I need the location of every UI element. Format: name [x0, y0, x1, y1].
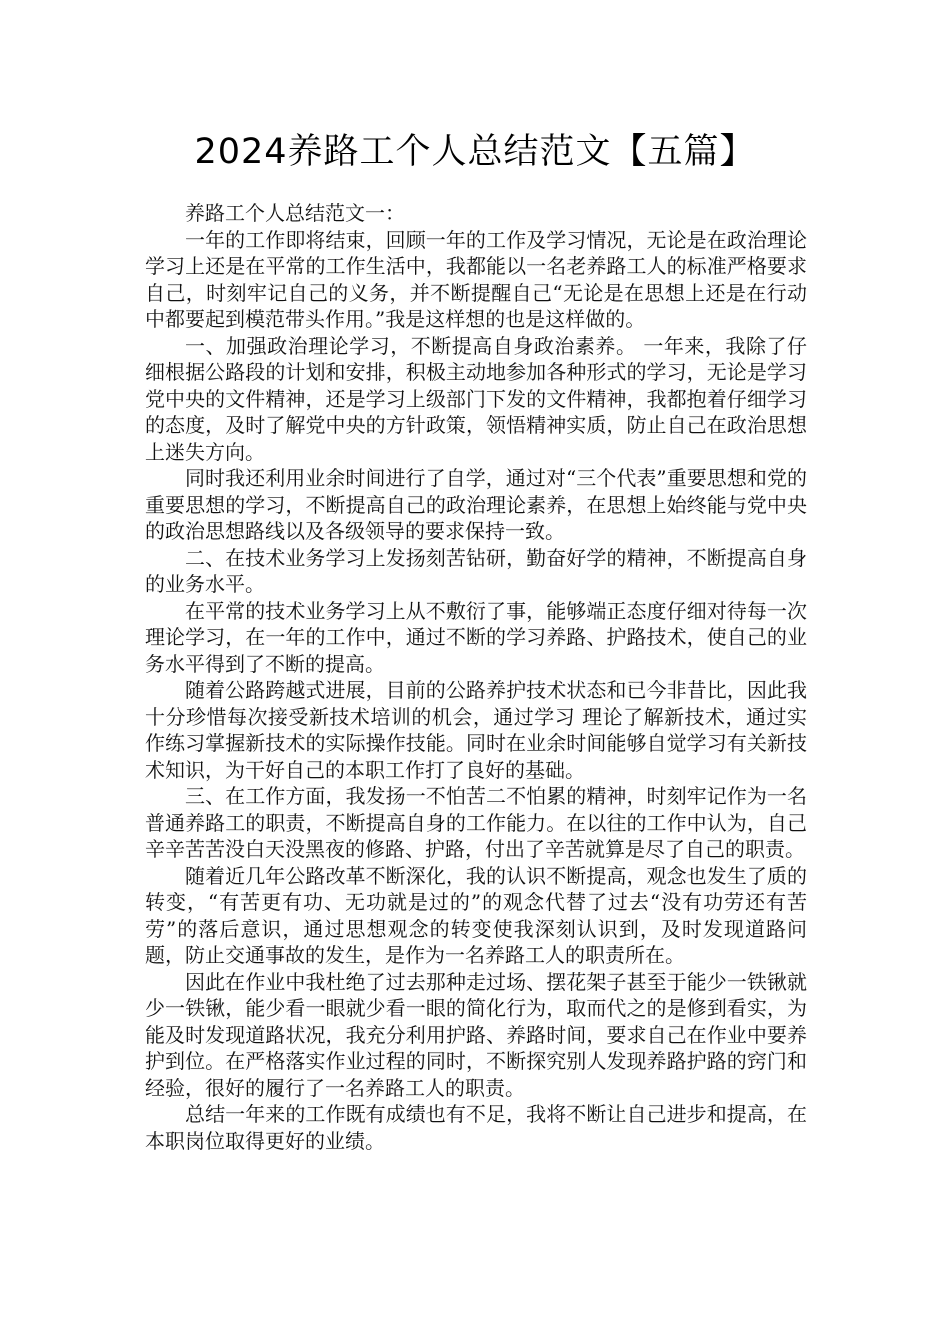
paragraph: 总结一年来的工作既有成绩也有不足，我将不断让自己进步和提高，在本职岗位取得更好的业绩。 — [145, 1102, 807, 1153]
document-title: 2024养路工个人总结范文【五篇】 — [194, 132, 756, 172]
paragraph: 同时我还利用业余时间进行了自学，通过对“三个代表”重要思想和党的重要思想的学习，不断提高自己的政治理论素养，在思想上始终能与党中央的政治思想路线以及各级领导的要求保持一致。 — [145, 466, 807, 543]
document-body — [145, 200, 807, 1154]
paragraph: 三、在工作方面，我发扬一不怕苦二不怕累的精神，时刻牢记作为一名普通养路工的职责，不断提高自身的工作能力。在以往的工作中认为，自己辛辛苦苦没白天没黑夜的修路、护路，付出了辛苦就算是尽了自己的职责。 — [145, 784, 807, 861]
paragraph: 一、加强政治理论学习，不断提高自身政治素养。 一年来，我除了仔细根据公路段的计划和安排，积极主动地参加各种形式的学习，无论是学习党中央的文件精神，还是学习上级部门下发的文件精神，我都抱着仔细学习的态度，及时了解党中央的方针政策，领悟精神实质，防止自己在政治思想上迷失方向。 — [145, 333, 807, 464]
paragraph: 一年的工作即将结束，回顾一年的工作及学习情况，无论是在政治理论学习上还是在平常的工作生活中，我都能以一名老养路工人的标准严格要求自己，时刻牢记自己的义务，并不断提醒自己“无论是在思想上还是在行动中都要起到模范带头作用。”我是这样想的也是这样做的。 — [145, 227, 807, 331]
paragraph: 因此在作业中我杜绝了过去那种走过场、摆花架子甚至于能少一铁锹就少一铁锹，能少看一眼就少看一眼的简化行为，取而代之的是修到看实，为能及时发现道路状况，我充分利用护路、养路时间，要求自己在作业中要养护到位。在严格落实作业过程的同时，不断探究别人发现养路护路的窍门和经验，很好的履行了一名养路工人的职责。 — [145, 969, 807, 1100]
paragraph: 二、在技术业务学习上发扬刻苦钻研，勤奋好学的精神，不断提高自身的业务水平。 — [145, 545, 807, 596]
paragraph: 随着公路跨越式进展，目前的公路养护技术状态和已今非昔比，因此我十分珍惜每次接受新技术培训的机会，通过学习 理论了解新技术，通过实作练习掌握新技术的实际操作技能。同时在业余时间能够自觉学习有关新技术知识，为干好自己的本职工作打了良好的基础。 — [145, 678, 807, 782]
paragraph: 养路工个人总结范文一： — [185, 201, 405, 225]
paragraph: 随着近几年公路改革不断深化，我的认识不断提高，观念也发生了质的转变，“有苦更有功、无功就是过的”的观念代替了过去“没有功劳还有苦劳”的落后意识，通过思想观念的转变使我深刻认识到，及时发现道路问题，防止交通事故的发生，是作为一名养路工人的职责所在。 — [145, 863, 807, 967]
paragraph: 在平常的技术业务学习上从不敷衍了事，能够端正态度仔细对待每一次理论学习，在一年的工作中，通过不断的学习养路、护路技术，使自己的业务水平得到了不断的提高。 — [145, 598, 807, 676]
